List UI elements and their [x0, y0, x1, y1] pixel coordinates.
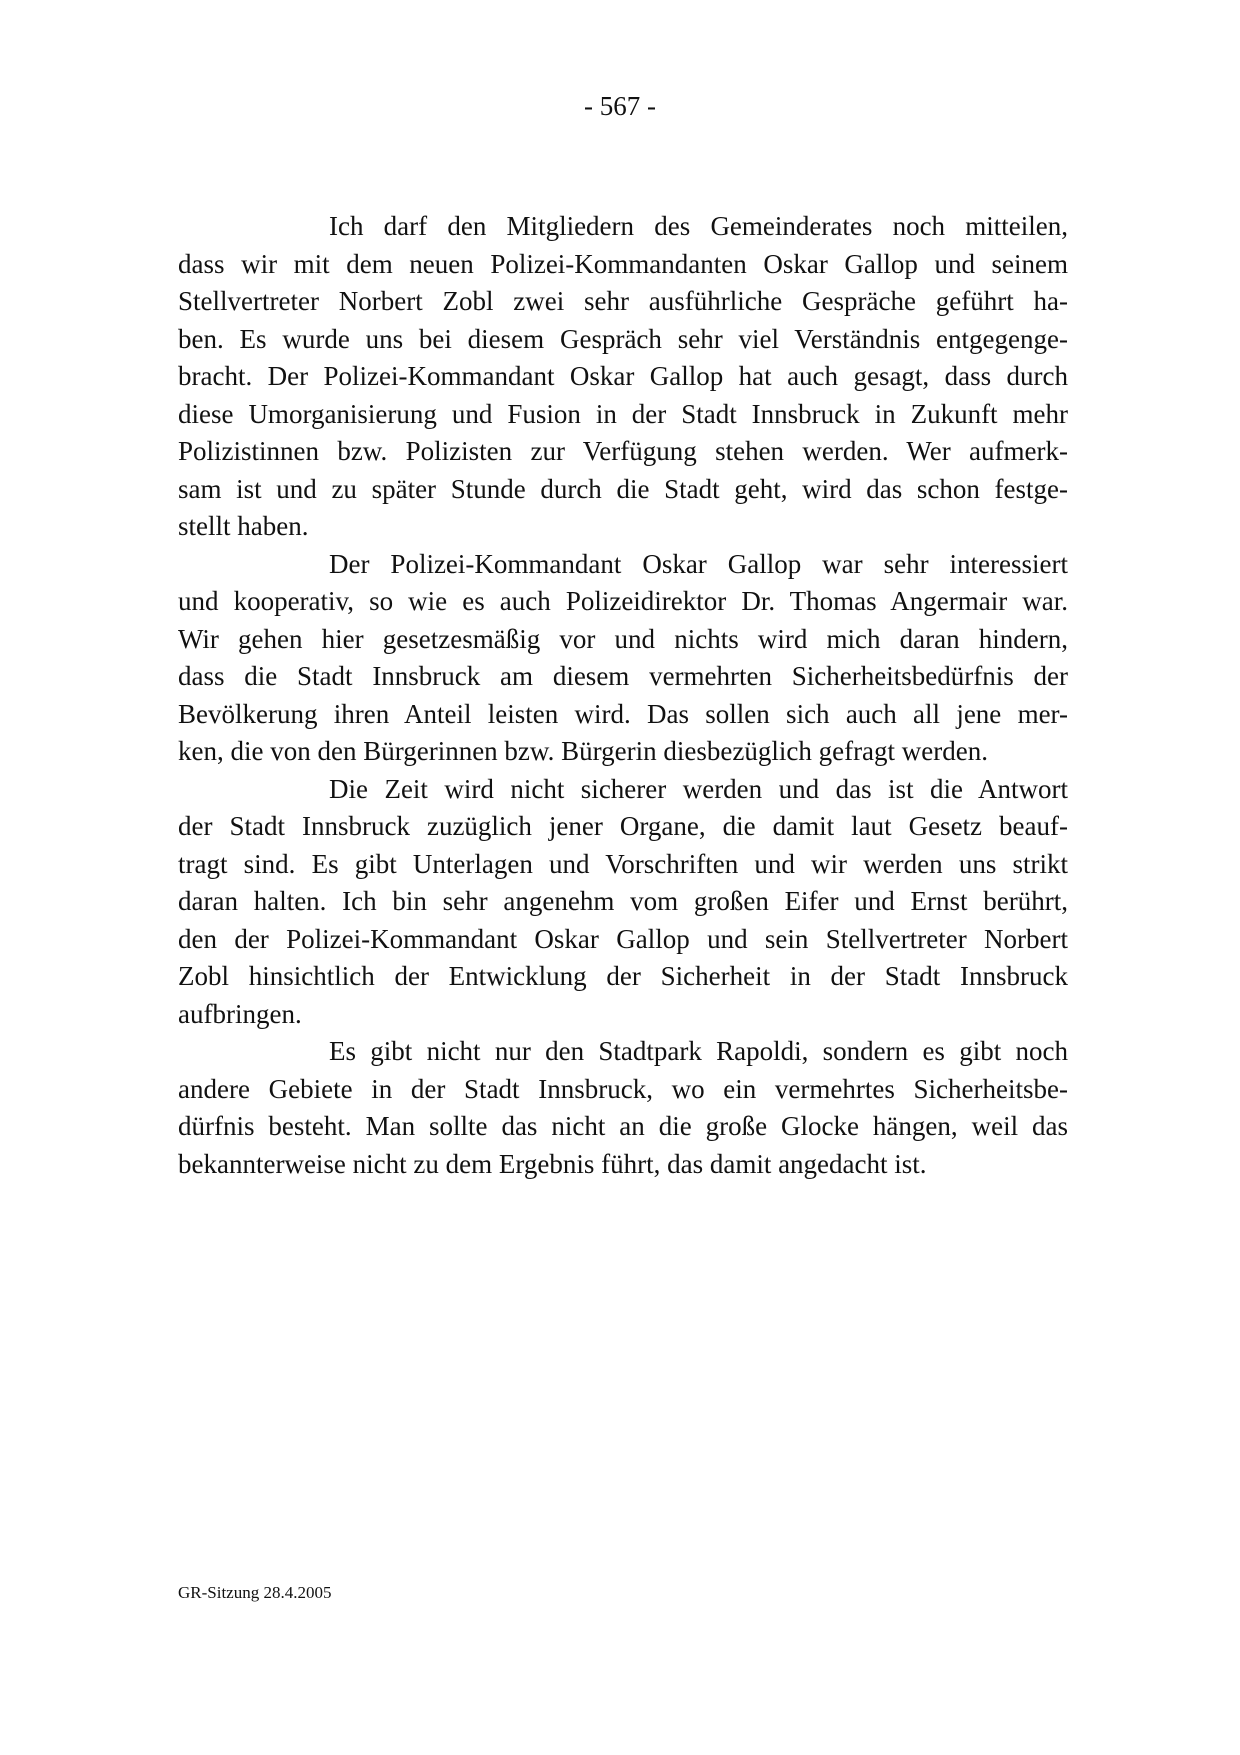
text-line: Bevölkerung ihren Anteil leisten wird. Das sollen sich auch all jene mer-	[178, 698, 1068, 729]
text-line: ben. Es wurde uns bei diesem Gespräch sehr viel Verständnis entgegenge-	[178, 323, 1068, 354]
text-line: daran halten. Ich bin sehr angenehm vom großen Eifer und Ernst berührt,	[178, 886, 1068, 916]
text-line: stellt haben.	[178, 511, 309, 541]
text-line: andere Gebiete in der Stadt Innsbruck, wo ein vermehrtes Sicherheitsbe-	[178, 1073, 1068, 1104]
text-line: bekannterweise nicht zu dem Ergebnis führt, das damit angedacht ist.	[178, 1148, 927, 1179]
footer-session-date: GR-Sitzung 28.4.2005	[178, 1583, 332, 1602]
text-line: sam ist und zu später Stunde durch die Stadt geht, wird das schon festge-	[178, 473, 1068, 504]
text-line: Zobl hinsichtlich der Entwicklung der Sicherheit in der Stadt Innsbruck	[178, 961, 1068, 991]
text-line: Es gibt nicht nur den Stadtpark Rapoldi, sondern es gibt noch	[329, 1036, 1068, 1066]
text-line: Stellvertreter Norbert Zobl zwei sehr ausführliche Gespräche geführt ha-	[178, 286, 1068, 316]
text-line: dass wir mit dem neuen Polizei-Kommandanten Oskar Gallop und seinem	[178, 248, 1068, 279]
text-line: der Stadt Innsbruck zuzüglich jener Organe, die damit laut Gesetz beauf-	[178, 811, 1068, 841]
text-line: und kooperativ, so wie es auch Polizeidirektor Dr. Thomas Angermair war.	[178, 586, 1068, 616]
text-line: Die Zeit wird nicht sicherer werden und das ist die Antwort	[329, 773, 1068, 804]
page-number: - 567 -	[584, 91, 656, 121]
text-line: Wir gehen hier gesetzesmäßig vor und nichts wird mich daran hindern,	[178, 623, 1068, 654]
paragraph-1	[178, 208, 1068, 546]
text-line: Polizistinnen bzw. Polizisten zur Verfügung stehen werden. Wer aufmerk-	[178, 436, 1068, 466]
body-text	[178, 208, 1068, 1183]
text-line: den der Polizei-Kommandant Oskar Gallop und sein Stellvertreter Norbert	[178, 923, 1068, 954]
text-line: ken, die von den Bürgerinnen bzw. Bürgerin diesbezüglich gefragt werden.	[178, 736, 988, 766]
text-line: diese Umorganisierung und Fusion in der Stadt Innsbruck in Zukunft mehr	[178, 398, 1068, 429]
text-line: tragt sind. Es gibt Unterlagen und Vorschriften und wir werden uns strikt	[178, 848, 1068, 879]
text-line: dass die Stadt Innsbruck am diesem vermehrten Sicherheitsbedürfnis der	[178, 661, 1068, 691]
paragraph-3	[178, 771, 1068, 1034]
text-line: Der Polizei-Kommandant Oskar Gallop war sehr interessiert	[329, 548, 1068, 579]
paragraph-4	[178, 1033, 1068, 1183]
text-line: dürfnis besteht. Man sollte das nicht an die große Glocke hängen, weil das	[178, 1111, 1068, 1141]
text-line: aufbringen.	[178, 998, 302, 1029]
text-line: Ich darf den Mitgliedern des Gemeinderates noch mitteilen,	[329, 211, 1068, 241]
paragraph-2	[178, 546, 1068, 771]
text-line: bracht. Der Polizei-Kommandant Oskar Gallop hat auch gesagt, dass durch	[178, 361, 1068, 391]
